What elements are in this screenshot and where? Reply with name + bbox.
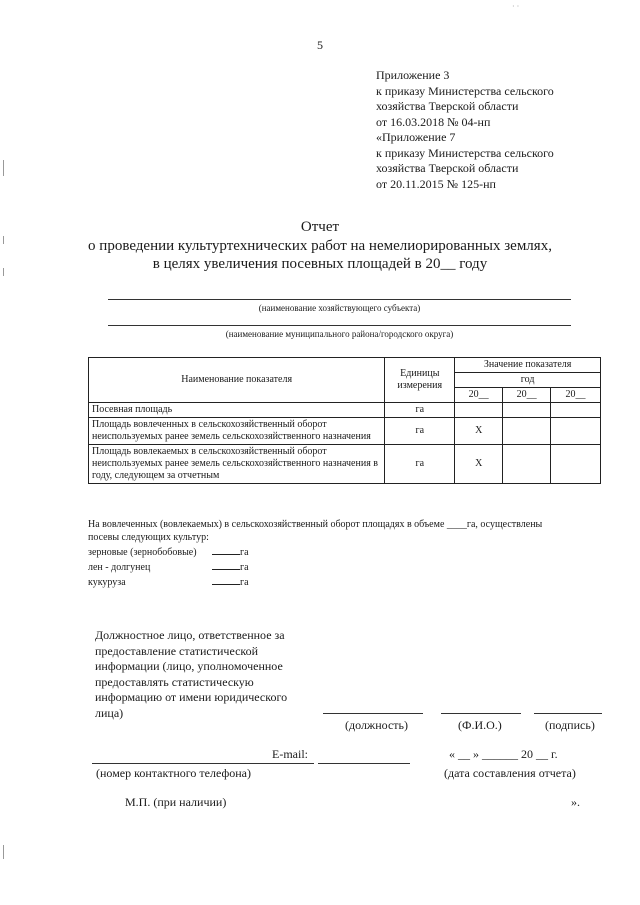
row-unit: га [385,403,455,418]
appendix-line: от 16.03.2018 № 04-нп [376,114,491,129]
phone-line[interactable] [92,763,314,764]
date-caption: (дата составления отчета) [444,766,576,780]
crop-area-field[interactable] [212,574,240,585]
entity-name-caption: (наименование хозяйствующего субъекта) [258,303,421,313]
crops-notes [88,518,542,589]
header-year: год [455,373,601,388]
position-caption: (должность) [345,718,408,732]
crop-unit: га [240,562,249,573]
title-line: Отчет [300,219,340,235]
report-date-field[interactable]: « __ » ______ 20 __ г. [449,747,558,761]
scan-margin-mark [3,160,4,176]
signature-line[interactable] [534,713,602,714]
row-value-1[interactable] [455,403,503,418]
title-line: о проведении культуртехнических работ на немелиорированных землях, [88,237,552,254]
email-label: E-mail: [272,747,308,761]
row-unit: га [385,418,455,445]
table-row [89,445,601,484]
header-value: Значение показателя [455,358,601,373]
appendix-line: «Приложение 7 [376,130,456,144]
crop-row [88,574,542,589]
report-table [88,357,601,484]
crop-area-field[interactable] [212,544,240,555]
year-column-3[interactable]: 20__ [551,388,601,403]
email-line[interactable] [318,763,410,764]
row-value-1: Х [455,418,503,445]
title-line: в целях увеличения посевных площадей в 20__ году [152,256,488,272]
table-row [89,403,601,418]
appendix-line: хозяйства Тверской области [376,161,519,175]
appendix-line: к приказу Министерства сельского [376,83,554,98]
row-value-3[interactable] [551,418,601,445]
crop-name: лен - долгунец [88,562,151,573]
responsible-official-label: Должностное лицо, ответственное за предоставление статистической информации (лицо, уполномоченное предоставлять статистическую информацию от имени юридического лица) [95,628,288,720]
notes-line: На вовлеченных (вовлекаемых) в сельскохозяйственный оборот площадях в объеме ____га, осуществлены [88,519,543,530]
scan-corner-mark: · · [512,2,520,11]
header-unit: Единицы измерения [385,358,455,403]
closing-quote-mark: ». [571,795,580,809]
district-name-line[interactable] [108,325,571,326]
appendix-line: хозяйства Тверской области [376,99,519,113]
appendix-line: к приказу Министерства сельского [376,145,554,160]
fio-caption: (Ф.И.О.) [458,718,502,732]
year-column-1[interactable]: 20__ [455,388,503,403]
stamp-label: М.П. (при наличии) [125,795,227,809]
notes-line: посевы следующих культур: [88,532,209,543]
appendix-header [376,68,554,192]
crop-name: кукуруза [88,577,126,588]
year-column-2[interactable]: 20__ [503,388,551,403]
crop-unit: га [240,547,249,558]
page-number: 5 [317,38,323,52]
row-value-3[interactable] [551,403,601,418]
position-line[interactable] [323,713,423,714]
row-name: Посевная площадь [89,403,385,418]
row-value-2[interactable] [503,418,551,445]
row-unit: га [385,445,455,484]
crop-area-field[interactable] [212,559,240,570]
row-value-2[interactable] [503,445,551,484]
crop-row [88,559,542,574]
crop-row [88,544,542,559]
table-row [89,418,601,445]
row-value-3[interactable] [551,445,601,484]
row-name: Площадь вовлекаемых в сельскохозяйственный оборот неиспользуемых ранее земель сельскохозяйственного назначения в году, следующем за отчетным [89,445,385,484]
appendix-line: Приложение 3 [376,68,450,82]
row-name: Площадь вовлеченных в сельскохозяйственный оборот неиспользуемых ранее земель сельскохозяйственного назначения [89,418,385,445]
district-name-caption: (наименование муниципального района/городского округа) [225,329,454,339]
entity-name-line[interactable] [108,299,571,300]
row-value-1: Х [455,445,503,484]
row-value-2[interactable] [503,403,551,418]
appendix-line: от 20.11.2015 № 125-нп [376,176,496,191]
crop-name: зерновые (зернобобовые) [88,547,197,558]
scan-margin-mark [3,845,4,859]
report-title [0,218,640,274]
header-indicator-name: Наименование показателя [89,358,385,403]
fio-line[interactable] [441,713,521,714]
signature-caption: (подпись) [545,718,595,732]
phone-caption: (номер контактного телефона) [96,766,251,780]
crop-unit: га [240,577,249,588]
